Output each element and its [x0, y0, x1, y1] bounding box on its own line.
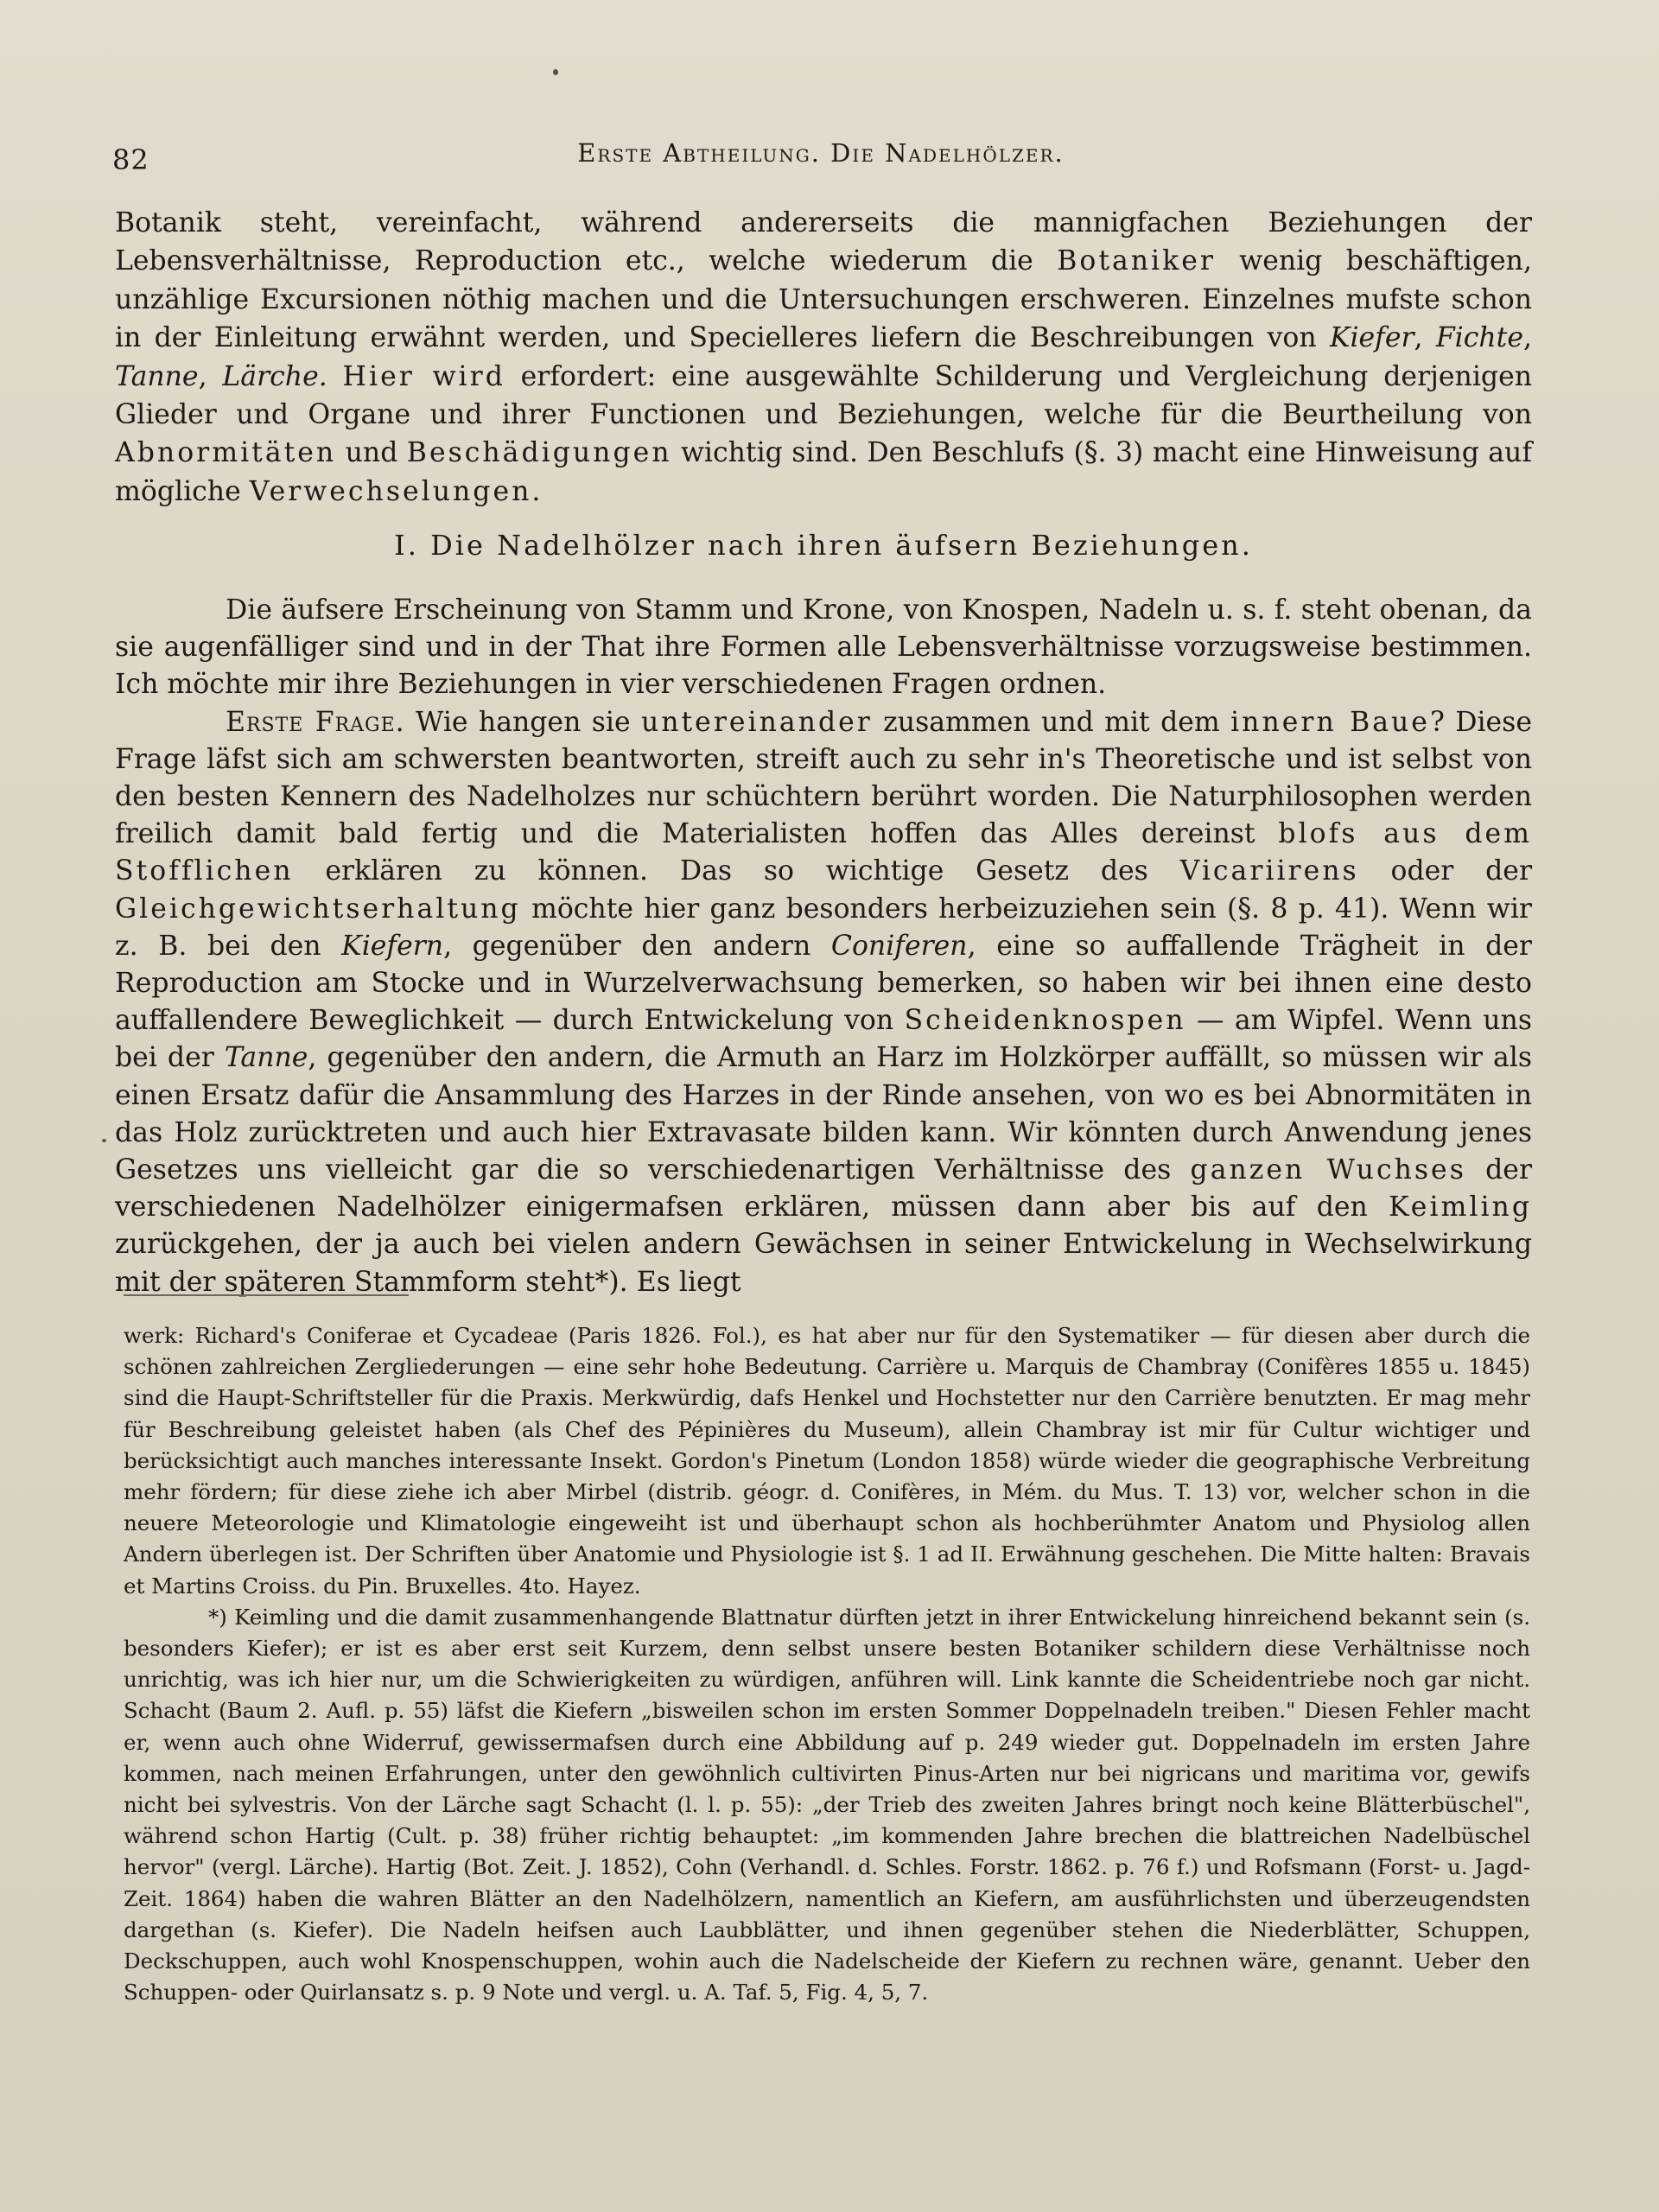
page-number: 82 [112, 143, 149, 176]
footnotes [124, 1320, 1530, 2008]
italic-term: Kiefer [1329, 322, 1414, 354]
question-label: Erste Frage. [226, 706, 405, 738]
spaced-term: Hier wird [342, 360, 505, 392]
text-run: zusammen und mit dem [872, 706, 1231, 738]
italic-term: Tanne [115, 360, 199, 392]
text-run: erklären zu können. Das so wichtige Gesetz des [293, 855, 1180, 887]
text-run: oder der [1358, 855, 1533, 887]
section-heading: I. Die Nadelhölzer nach ihren äufsern Beziehungen. [394, 529, 1253, 562]
text-run: wenig beschäftigen, unzählige Excursionen nöthig machen und die Untersuchungen erschweren. Einzelnes mufste schon in der Einleitung erwähnt werden, und Specielleres liefern die Beschreibungen von [115, 245, 1532, 354]
text-run: , [198, 360, 223, 392]
italic-term: Coniferen [830, 930, 968, 962]
spaced-term: Beschädigungen [406, 437, 672, 469]
spaced-term: Verwechselungen. [249, 475, 543, 507]
paragraph: Die äufsere Erscheinung von Stamm und Krone, von Knospen, Nadeln u. s. f. steht obenan, da sie augenfälliger sind und in der That ihre Formen alle Lebensverhältnisse vorzugsweise bestimmen. Ich möchte mir ihre Beziehungen in vier verschiedenen Fragen ordnen. [115, 594, 1532, 701]
spaced-term: Keimling [1389, 1192, 1532, 1224]
paragraph [115, 704, 1532, 1301]
page-header [112, 138, 1529, 181]
spaced-term: Botaniker [1057, 245, 1216, 277]
print-speck [553, 69, 558, 75]
footnote-continuation: werk: Richard's Coniferae et Cycadeae (Paris 1826. Fol.), es hat aber nur für den Systematiker — für diesen aber durch die schönen zahlreichen Zergliederungen — eine sehr hohe Bedeutung. Carrière u. Marquis de Chambray (Conifères 1855 u. 1845) sind die Haupt-Schriftsteller für die Praxis. Merkwürdig, dafs Henkel und Hochstetter nur den Carrière benutzten. Er mag mehr für Beschreibung geleistet haben (als Chef des Pépinières du Museum), allein Chambray ist mir für Cultur wichtiger und berücksichtigt auch manches interessante Insekt. Gordon's Pinetum (London 1858) würde wieder die geographische Verbreitung mehr fördern; für diese ziehe ich aber Mirbel (distrib. géogr. d. Conifères, in Mém. du Mus. T. 13) vor, welcher schon in die neuere Meteorologie und Klimatologie eingeweiht ist und überhaupt schon als hochberühmter Anatom und Physiolog allen Andern überlegen ist. Der Schriften über Anatomie und Physiologie ist §. 1 ad II. Erwähnung geschehen. Die Mitte halten: Bravais et Martins Croiss. du Pin. Bruxelles. 4to. Hayez. [124, 1323, 1530, 1599]
italic-term: Kiefern [341, 930, 444, 962]
text-run: erfordert: eine ausgewählte Schilderung und Vergleichung derjenigen Glieder und Organe und ihrer Functionen und Beziehungen, welche für die Beurtheilung von [115, 360, 1532, 431]
print-speck [102, 1139, 106, 1142]
italic-term: Tanne [224, 1042, 308, 1074]
text-run: , gegenüber den andern, die Armuth an Harz im Holzkörper auffällt, so müssen wir als einen Ersatz dafür die Ansammlung des Harzes in der Rinde ansehen, von wo es bei Abnormitäten in das Holz zurücktreten und auch hier Extravasate bilden kann. Wir könnten durch Anwendung jenes Gesetzes uns vielleicht gar die so verschiedenartigen Verhältnisse des [115, 1042, 1533, 1186]
spaced-term: innern Baue [1230, 706, 1430, 738]
section-body [115, 592, 1532, 1301]
text-run: ? Diese Frage läfst sich am schwersten beantworten, streift auch zu sehr in's Theoretische und ist selbst von den besten Kennern des Nadelholzes nur schüchtern berührt worden. Die Naturphilosophen werden freilich damit bald fertig und die Materialisten hoffen das Alles dereinst [115, 706, 1532, 850]
running-head: Erste Abtheilung. Die Nadelhölzer. [577, 138, 1065, 168]
spaced-term: Gleichgewichtserhaltung [115, 893, 521, 925]
footnote: *) Keimling und die damit zusammenhangende Blattnatur dürften jetzt in ihrer Entwickelung hinreichend bekannt sein (s. besonders Kiefer); er ist es aber erst seit Kurzem, denn selbst unsere besten Botaniker schildern diese Verhältnisse noch unrichtig, was ich hier nur, um die Schwierigkeiten zu würdigen, anführen will. Link kannte die Scheidentriebe noch gar nicht. Schacht (Baum 2. Aufl. p. 55) läfst die Kiefern „bisweilen schon im ersten Sommer Doppelnadeln treiben." Diesen Fehler macht er, wenn auch ohne Widerruf, gewissermafsen durch eine Abbildung auf p. 249 wieder gut. Doppelnadeln im ersten Jahre kommen, nach meinen Erfahrungen, unter den gewöhnlich cultivirten Pinus-Arten nur bei nigricans und maritima vor, gewifs nicht bei sylvestris. Von der Lärche sagt Schacht (l. l. p. 55): „der Trieb des zweiten Jahres bringt noch keine Blätterbüschel", während schon Hartig (Cult. p. 38) früher richtig behauptet: „im kommenden Jahre brechen die blattreichen Nadelbüschel hervor" (vergl. Lärche). Hartig (Bot. Zeit. J. 1852), Cohn (Verhandl. d. Schles. Forstr. 1862. p. 76 f.) und Rofsmann (Forst- u. Jagd-Zeit. 1864) haben die wahren Blätter an den Nadelhölzern, namentlich an Kiefern, am ausführlichsten und überzeugendsten dargethan (s. Kiefer). Die Nadeln heifsen auch Laubblätter, und ihnen gegenüber stehen die Niederblätter, Schuppen, Deckschuppen, auch wohl Knospenschuppen, wohin auch die Nadelscheide der Kiefern zu rechnen wäre, genannt. Ueber den Schuppen- oder Quirlansatz s. p. 9 Note und vergl. u. A. Taf. 5, Fig. 4, 5, 7. [124, 1604, 1530, 2005]
spaced-term: Scheidenknospen [904, 1005, 1186, 1037]
footnote-separator [124, 1294, 409, 1296]
text-run: Botanik steht, vereinfacht, während andererseits die mannigfachen Beziehungen der Lebensverhältnisse, Reproduction etc., welche wiederum die [115, 207, 1532, 277]
text-run: und [336, 437, 407, 469]
spaced-term: Abnormitäten [115, 437, 337, 469]
text-run: , [1414, 322, 1436, 354]
text-run: zurückgehen, der ja auch bei vielen andern Gewächsen in seiner Entwickelung in Wechselwirkung mit der späteren Stammform steht*). Es liegt [115, 1229, 1532, 1298]
text-run: , [1522, 322, 1532, 354]
spaced-term: untereinander [640, 706, 873, 738]
italic-term: Fichte [1435, 322, 1523, 354]
text-run: der verschiedenen Nadelhölzer einigermafsen erklären, müssen dann aber bis auf den [115, 1154, 1533, 1224]
italic-term: Lärche. [222, 360, 327, 392]
intro-paragraph [115, 204, 1532, 511]
spaced-term: ganzen Wuchses [1190, 1154, 1466, 1186]
text-run [327, 361, 343, 392]
text-run: — am Wipfel. Wenn uns bei der [115, 1005, 1532, 1074]
text-run: möchte hier ganz besonders herbeizuziehen sein (§. 8 p. 41). Wenn wir z. B. bei den [115, 893, 1532, 962]
text-run: , gegenüber den andern [443, 930, 831, 962]
spaced-term: blofs aus dem Stofflichen [115, 818, 1532, 887]
text-run: Wie hangen sie [404, 706, 641, 738]
text-run: wichtig sind. Den Beschlufs (§. 3) macht eine Hinweisung auf mögliche [115, 437, 1533, 507]
spaced-term: Vicariirens [1179, 855, 1359, 887]
text-run: , eine so auffallende Trägheit in der Reproduction am Stocke und in Wurzelverwachsung bemerken, so haben wir bei ihnen eine desto auffallendere Beweglichkeit — durch Entwickelung von [115, 930, 1532, 1037]
